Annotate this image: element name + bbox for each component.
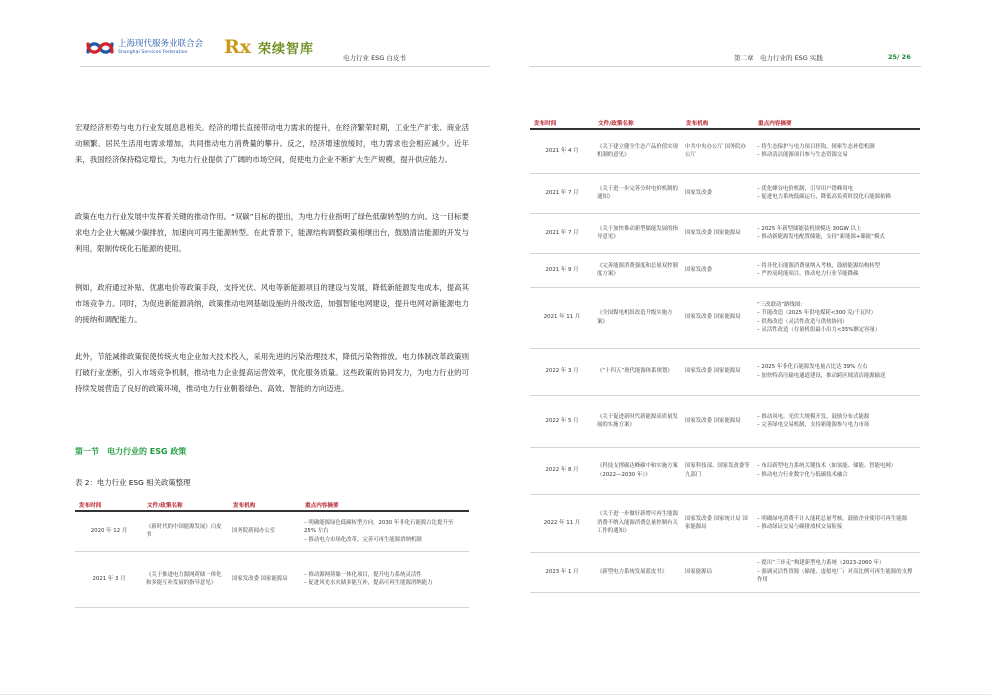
summary-bullet: – 加快特高压输电通道建设，推动跨区域清洁能源输送 [757,372,917,381]
summary-bullet: – 推动绿证交易与碳排放权交易衔接 [757,523,917,532]
cell-date: 2022 年 5 月 [530,395,594,447]
summary-bullet: – 供热改造（灵活性改造与供热协同） [757,318,917,327]
summary-bullet: – 推动新能源发电配置储能，支持“新能源+储能”模式 [757,233,917,242]
table-row [530,494,920,552]
summary-bullet: – 2025 年非化石能源发电量占比达 39% 左右 [757,363,917,372]
summary-bullet: – 布局新型电力系统关键技术（如氢能、储能、智能电网） [757,462,917,471]
cell-summary [301,551,469,607]
table-header-row [75,500,469,511]
header-divider-left [80,66,490,67]
section-title: 第一节 电力行业的 ESG 政策 [75,447,187,456]
header-date: 发布时间 [75,500,143,511]
cell-date: 2021 年 7 月 [530,173,594,213]
summary-bullet: – 推动风电、光伏大规模开发，鼓励分布式能源 [757,413,917,422]
summary-bullet: – 明确能源绿色低碳转型方向，2030 年非化石能源占比提升至 25% 左右 [304,519,466,536]
summary-bullet: – 完善绿电交易机制，支持新能源参与电力市场 [757,421,917,430]
cell-org: 国家能源局 [682,552,754,592]
summary-bullet: – 将生态保护与电力项目挂钩，探索生态补偿机制 [757,143,917,152]
summary-bullet: – 优化峰谷电价机制，引导用户错峰用电 [757,185,917,194]
page-bottom-border [0,694,991,695]
cell-date: 2021 年 3 月 [75,551,143,607]
cell-summary [754,447,920,494]
cell-summary [754,253,920,287]
header-divider-right [529,66,921,67]
cell-summary [754,213,920,253]
cell-name: 《关于建立健全生态产品价值实现机制的意见》 [594,129,682,173]
cell-summary [754,287,920,348]
table-row [530,253,920,287]
table-row [530,213,920,253]
cell-summary [754,173,920,213]
cell-name: 《关于进一步完善分时电价机制的通知》 [594,173,682,213]
cell-org: 国家发改委 [682,173,754,213]
cell-summary [754,395,920,447]
cell-org: 国家科技部、国家发改委等九部门 [682,447,754,494]
cell-date: 2023 年 1 月 [530,552,594,592]
paragraph-energy-saving: 此外，节能减排政策促使传统火电企业加大技术投入，采用先进的污染治理技术，降低污染物排放。电力体制改革政策则打破行业垄断，引入市场竞争机制，推动电力企业提高运营效率，优化服务质量。这些政策的协同发力，为电力行业的可持续发展营造了良好的政策环境，推动电力行业朝着绿色、高效、智能的方向迈进。 [75,352,469,393]
table-row [75,511,469,551]
summary-bullet: – 将非化石能源消费量纳入考核，鼓励能源结构转型 [757,262,917,271]
cell-org: 国家发改委 国家统计局 国家能源局 [682,494,754,552]
cell-summary [754,494,920,552]
summary-bullet: – 灵活性改造（存量机组最小出力<35%额定容量） [757,326,917,335]
cell-name: 《“十四五”现代能源体系规划》 [594,348,682,395]
table-row [530,395,920,447]
federation-name-en: Shanghai Services Federation [118,49,188,55]
brand-mark-icon: Rx [224,36,252,58]
table-row [530,552,920,592]
cell-date: 2022 年 8 月 [530,447,594,494]
table-row [530,287,920,348]
header-name: 文件/政策名称 [143,500,229,511]
paragraph-example: 例如，政府通过补贴、优惠电价等政策手段，支持光伏、风电等新能源项目的建设与发展，降低新能源发电成本，提高其市场竞争力。同时，为促进新能源消纳，政策推动电网基础设施的升级改造，加强智能电网建设，提升电网对新能源电力的接纳和调配能力。 [75,283,469,324]
cell-date: 2020 年 12 月 [75,511,143,551]
summary-bullet: – 推动清洁能源项目参与生态资源交易 [757,151,917,160]
chapter-title: 第二章 电力行业的 ESG 实践 [734,54,823,62]
document-title: 电力行业 ESG 白皮书 [343,54,406,62]
cell-org: 国家发改委 国家能源局 [682,213,754,253]
cell-date: 2021 年 9 月 [530,253,594,287]
cell-org: 国家发改委 国家能源局 [682,395,754,447]
cell-date: 2022 年 3 月 [530,348,594,395]
summary-bullet: – 强调灵活性资源（储能、虚拟电厂）对高比例可再生能源的支撑作用 [757,568,917,585]
cell-name: 《科技支撑碳达峰碳中和实施方案（2022—2030 年）》 [594,447,682,494]
federation-logo-icon [86,38,114,58]
cell-org: 中共中央办公厅 国务院办公厅 [682,129,754,173]
table-header-row [530,118,920,129]
header-org: 发布机构 [229,500,301,511]
policy-table-right [530,118,920,593]
cell-date: 2021 年 4 月 [530,129,594,173]
cell-summary [754,552,920,592]
header-org: 发布机构 [682,118,754,129]
cell-name: 《新时代的中国能源发展》白皮书 [143,511,229,551]
cell-summary [754,129,920,173]
header-name: 文件/政策名称 [594,118,682,129]
paragraph-policy: 政策在电力行业发展中发挥着关键的推动作用。“双碳”目标的提出，为电力行业指明了绿色低碳转型的方向。这一目标要求电力企业大幅减少碳排放，加速向可再生能源转型。在此背景下，能源结构调整政策相继出台，鼓励清洁能源的开发与利用，限制传统化石能源的使用。 [75,212,469,253]
table-row [75,551,469,607]
table-row [530,129,920,173]
federation-name-cn: 上海现代服务业联合会 [118,39,204,49]
cell-date: 2021 年 11 月 [530,287,594,348]
page-number: 25/ 26 [888,53,911,61]
cell-name: 《关于加快推动新型储能发展的指导意见》 [594,213,682,253]
cell-org: 国务院新闻办公室 [229,511,301,551]
table-row [530,173,920,213]
summary-bullet: – 推动电力市场化改革，完善可再生能源消纳机制 [304,536,466,545]
summary-bullet: – 严控高耗能项目，推动电力行业节能降碳 [757,270,917,279]
summary-bullet: – 2025 年新型储能装机规模达 30GW 以上 [757,225,917,234]
cell-name: 《全国煤电机组改造升级实施方案》 [594,287,682,348]
summary-title: “三改联动”路线图： [757,301,806,308]
table-row [530,447,920,494]
cell-org: 国家发改委 国家能源局 [682,287,754,348]
cell-org: 国家发改委 [682,253,754,287]
header-summary: 重点内容摘要 [754,118,920,129]
cell-name: 《关于促进新时代新能源高质量发展的实施方案》 [594,395,682,447]
header-summary: 重点内容摘要 [301,500,469,511]
federation-logo-text [118,40,203,55]
summary-bullet: – 促进电力系统低碳运行，降低高负荷时段化石能源依赖 [757,193,917,202]
cell-org: 国家发改委 国家能源局 [229,551,301,607]
cell-date: 2021 年 7 月 [530,213,594,253]
cell-summary [301,511,469,551]
cell-summary [754,348,920,395]
cell-name: 《新型电力系统发展蓝皮书》 [594,552,682,592]
table-caption: 表 2：电力行业 ESG 相关政策整理 [75,478,191,487]
cell-name: 《关于推进电力源网荷储一体化和多能互补发展的指导意见》 [143,551,229,607]
summary-bullet: – 促进风光水火储多能互补，提高可再生能源消纳能力 [304,579,466,588]
cell-org: 国家发改委 国家能源局 [682,348,754,395]
summary-bullet: – 提出“三步走”构建新型电力系统（2023-2060 年） [757,559,917,568]
cell-name: 《关于进一步做好新增可再生能源消费不纳入能源消费总量控制有关工作的通知》 [594,494,682,552]
brand-name: 荣续智库 [258,42,315,57]
paragraph-economy: 宏观经济形势与电力行业发展息息相关。经济的增长直接带动电力需求的提升，在经济繁荣时期，工业生产扩张、商业活动频繁、居民生活用电需求增加，共同推动电力消费量的攀升。反之，经济增速放缓时，电力需求也会相应减少。近年来，我国经济保持稳定增长，为电力行业提供了广阔的市场空间，促使电力企业不断扩大生产规模，提升供应能力。 [75,123,469,164]
policy-table-left [75,500,469,608]
cell-date: 2022 年 11 月 [530,494,594,552]
summary-bullet: – 明确绿电消费不计入能耗总量考核，鼓励企业使用可再生能源 [757,515,917,524]
cell-name: 《完善能源消费强度和总量双控制度方案》 [594,253,682,287]
summary-bullet: – 推动源网荷储一体化项目，提升电力系统灵活性 [304,571,466,580]
summary-bullet: – 节能改造（2025 年供电煤耗<300 克/千瓦时） [757,309,917,318]
header-date: 发布时间 [530,118,594,129]
summary-bullet: – 推动电力行业数字化与低碳技术融合 [757,471,917,480]
table-row [530,348,920,395]
